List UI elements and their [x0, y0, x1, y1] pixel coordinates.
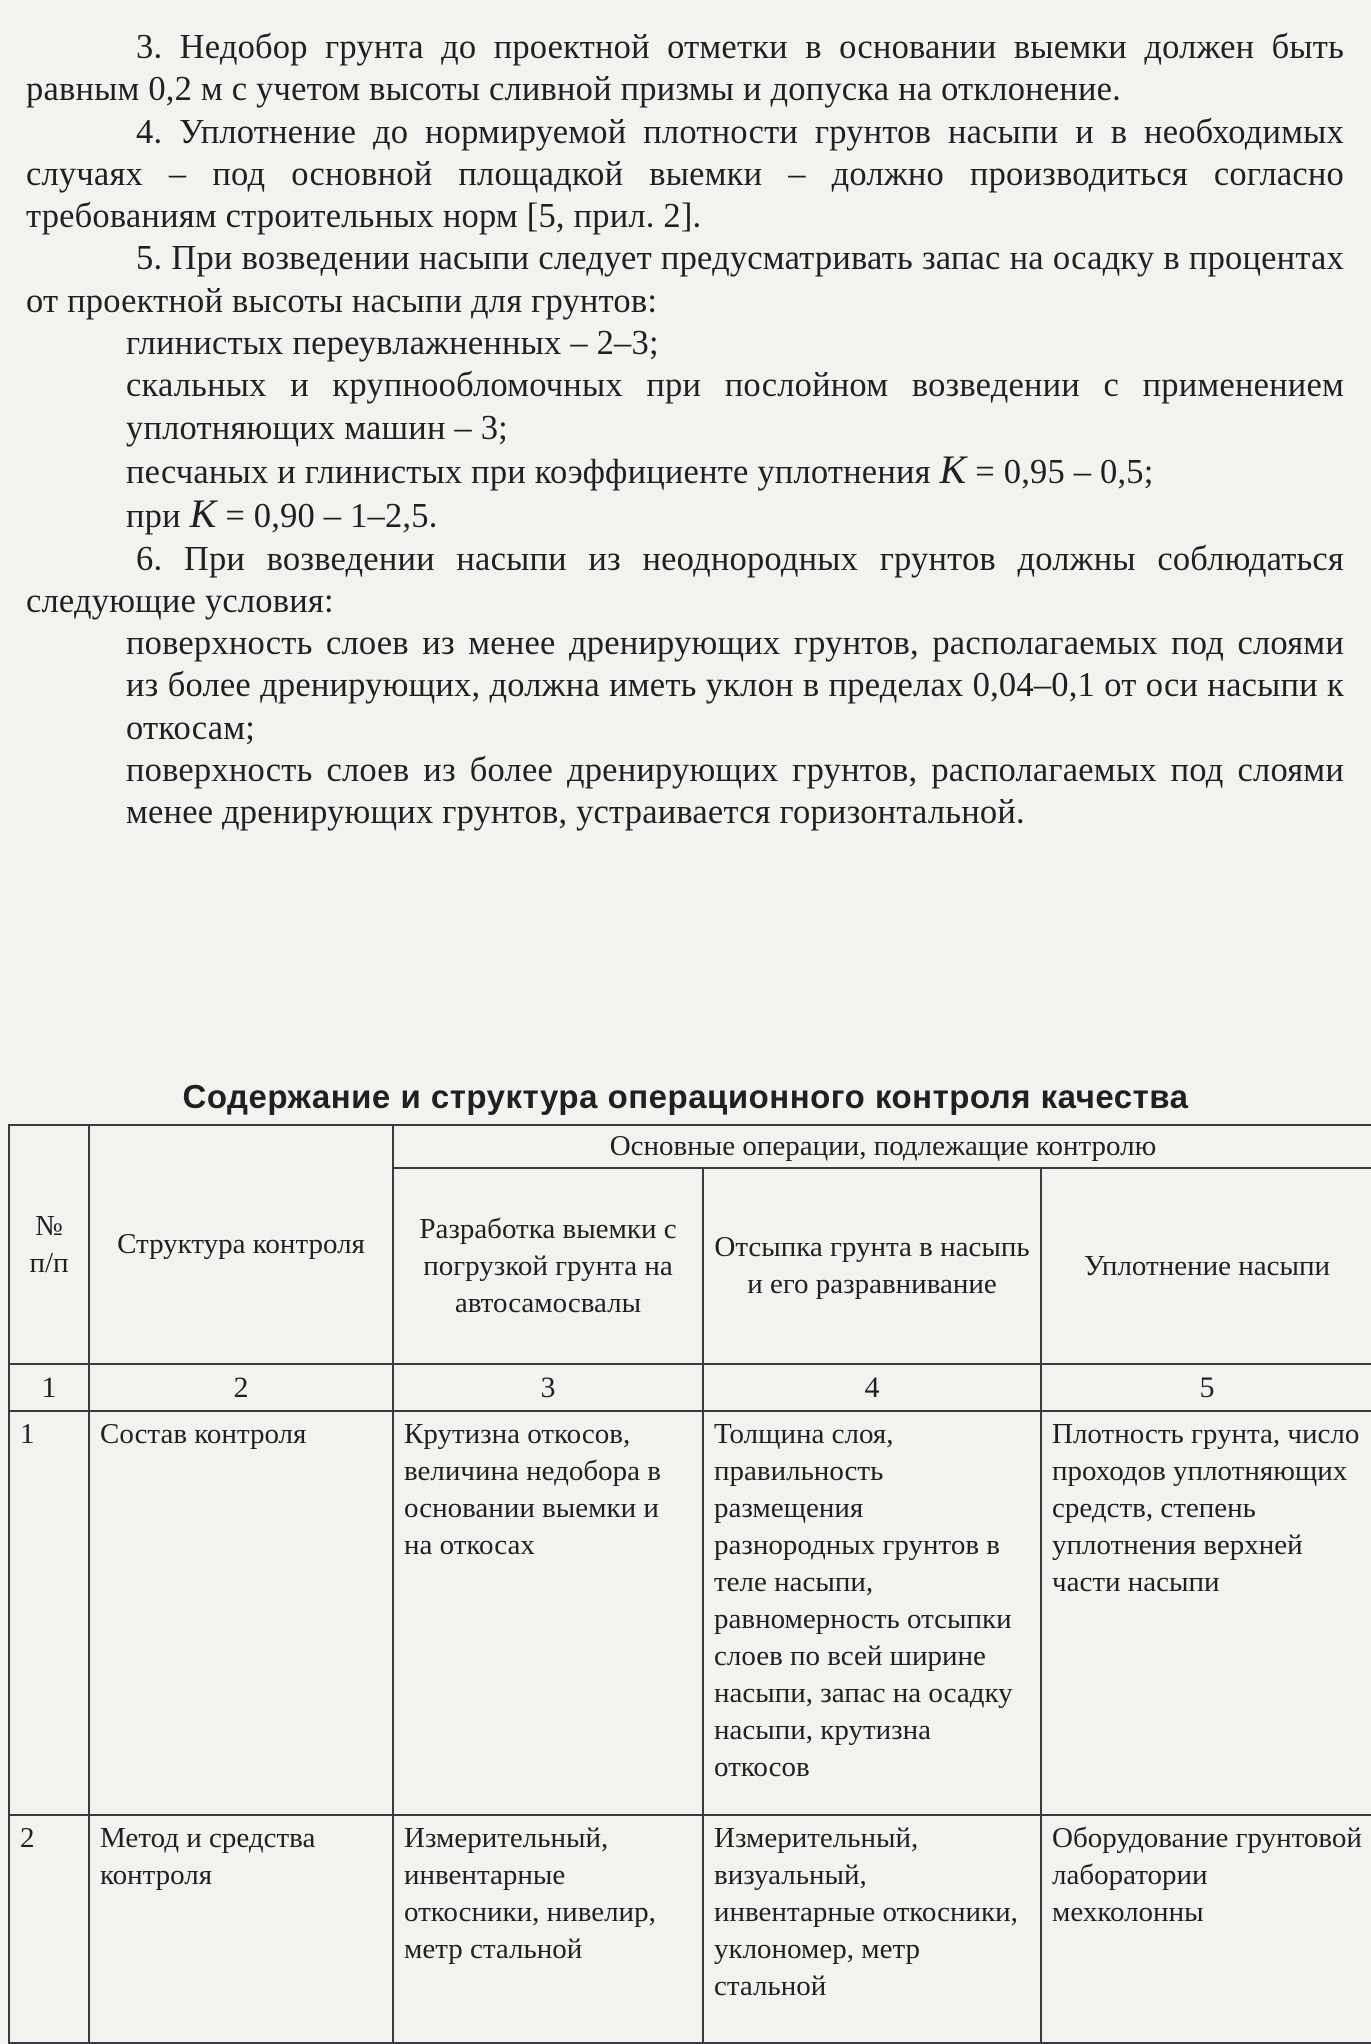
row-op-filling: Измерительный, визуальный, инвентарные откосники, уклономер, метр стальной	[703, 1815, 1041, 2043]
header-op-excavation: Разработка выемки с погрузкой грунта на автосамосвалы	[393, 1168, 703, 1364]
table-title: Содержание и структура операционного контроля качества	[182, 1078, 1189, 1115]
paragraph-5-item-d-text: при	[126, 497, 190, 536]
row-structure: Метод и средства контроля	[89, 1815, 393, 2043]
header-group: Основные операции, подлежащие контролю	[393, 1125, 1371, 1168]
paragraph-5: 5. При возведении насыпи следует предусматривать запас на осадку в процентах от проектной высоты насыпи для грунтов:	[26, 239, 1344, 320]
body-text	[26, 26, 1344, 834]
paragraph-6: 6. При возведении насыпи из неоднородных грунтов должны соблюдаться следующие условия:	[26, 539, 1344, 620]
column-number: 3	[393, 1364, 703, 1411]
paragraph-6-item-a: поверхность слоев из менее дренирующих грунтов, располагаемых под слоями из более дренирующих, должна иметь уклон в пределах 0,04–0,1 от оси насыпи к откосам;	[126, 624, 1344, 747]
table-row	[9, 1411, 1371, 1815]
paragraph-5-item-d-value: = 0,90 – 1–2,5.	[216, 497, 438, 536]
header-structure: Структура контроля	[89, 1125, 393, 1364]
row-op-excavation: Крутизна откосов, величина недобора в основании выемки и на откосах	[393, 1411, 703, 1815]
paragraph-3: 3. Недобор грунта до проектной отметки в основании выемки должен быть равным 0,2 м с учетом высоты сливной призмы и допуска на отклонение.	[26, 28, 1344, 109]
column-numbers-row	[9, 1364, 1371, 1411]
row-number: 1	[9, 1411, 89, 1815]
column-number: 2	[89, 1364, 393, 1411]
row-op-filling: Толщина слоя, правильность размещения разнородных грунтов в теле насыпи, равномерность отсыпки слоев по всей ширине насыпи, запас на осадку насыпи, крутизна откосов	[703, 1411, 1041, 1815]
paragraph-5-item-b: скальных и крупнообломочных при послойном возведении с применением уплотняющих машин – 3;	[126, 366, 1344, 447]
table-header-row	[9, 1125, 1371, 1168]
row-op-compaction: Оборудование грунтовой лаборатории мехколонны	[1041, 1815, 1371, 2043]
header-op-filling: Отсыпка грунта в насыпь и его разравнивание	[703, 1168, 1041, 1364]
header-op-compaction: Уплотнение насыпи	[1041, 1168, 1371, 1364]
paragraph-5-item-d	[26, 493, 1344, 537]
control-table	[8, 1124, 1371, 2044]
column-number: 1	[9, 1364, 89, 1411]
paragraph-5-item-a: глинистых переувлажненных – 2–3;	[126, 324, 659, 363]
row-op-excavation: Измерительный, инвентарные откосники, нивелир, метр стальной	[393, 1815, 703, 2043]
table-row	[9, 1815, 1371, 2043]
paragraph-5-item-c-text: песчаных и глинистых при коэффициенте уплотнения	[126, 452, 940, 491]
row-structure: Состав контроля	[89, 1411, 393, 1815]
row-op-compaction: Плотность грунта, число проходов уплотняющих средств, степень уплотнения верхней части насыпи	[1041, 1411, 1371, 1815]
paragraph-5-item-c	[26, 446, 1344, 493]
column-number: 5	[1041, 1364, 1371, 1411]
coefficient-k: K	[939, 446, 967, 492]
row-number: 2	[9, 1815, 89, 2043]
column-number: 4	[703, 1364, 1041, 1411]
paragraph-6-item-b: поверхность слоев из более дренирующих грунтов, располагаемых под слоями менее дренирующих грунтов, устраивается горизонтальной.	[126, 751, 1344, 832]
header-num: № п/п	[9, 1125, 89, 1364]
coefficient-k: K	[189, 491, 217, 537]
paragraph-4: 4. Уплотнение до нормируемой плотности грунтов насыпи и в необходимых случаях – под основной площадкой выемки – должно производиться согласно требованиям строительных норм [5, прил. 2].	[26, 112, 1344, 236]
paragraph-5-item-c-value: = 0,95 – 0,5;	[966, 452, 1154, 491]
